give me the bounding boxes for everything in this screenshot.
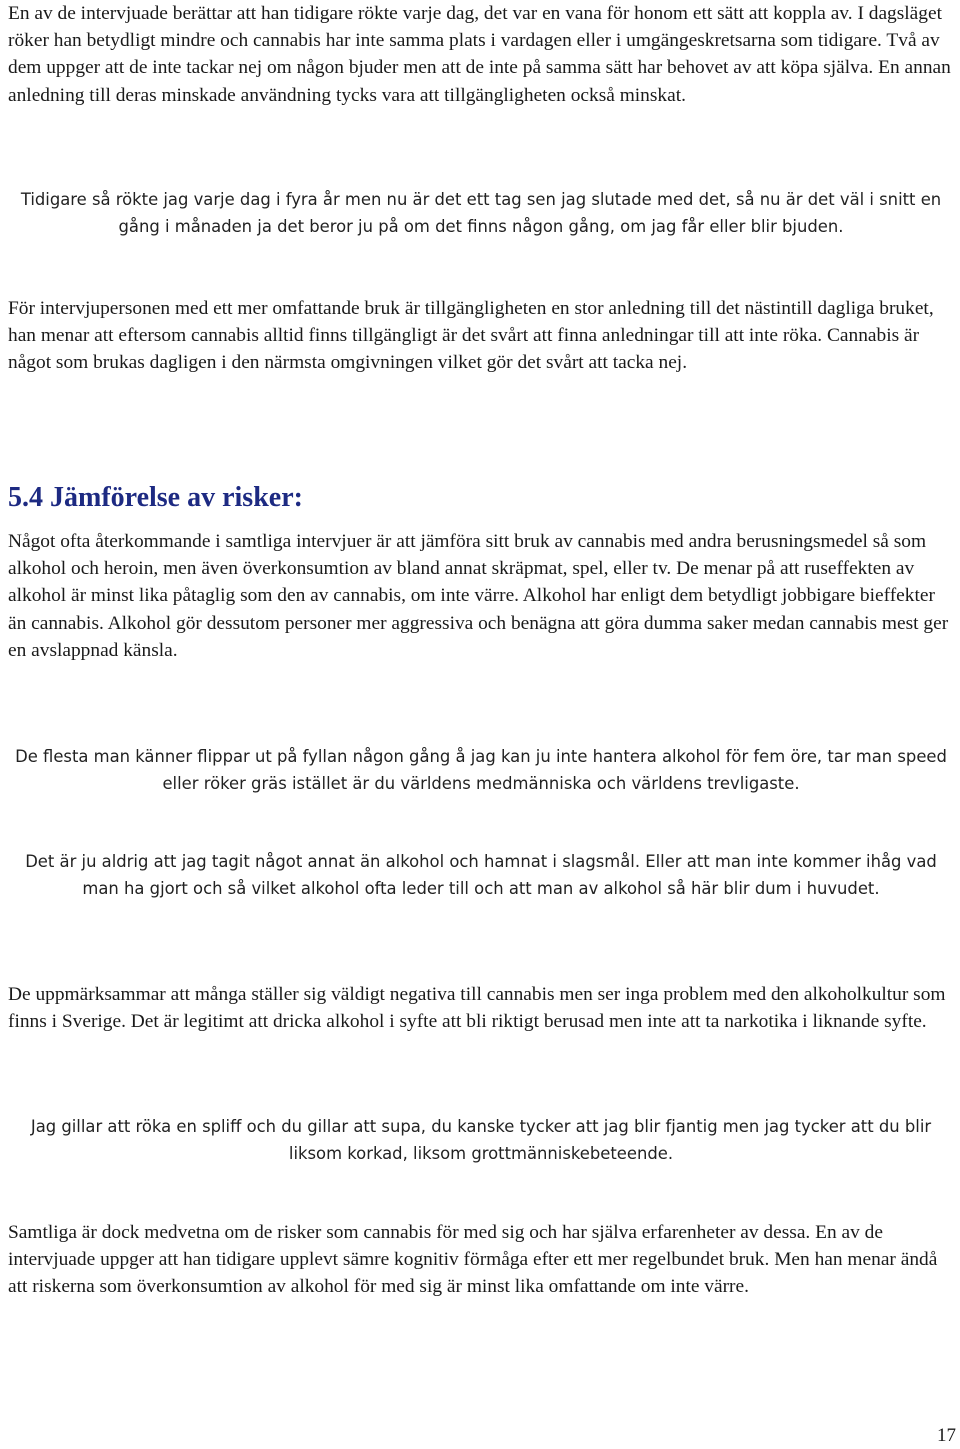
interview-quote-spliff: Jag gillar att röka en spliff och du gillar att supa, du kanske tycker att jag blir fjantig men jag tycker att du blir liksom korkad, liksom grottmänniskebeteende. [30, 1117, 932, 1164]
interview-quote-alcohol-behavior: De flesta man känner flippar ut på fyllan någon gång å jag kan ju inte hantera alkohol för fem öre, tar man speed eller röker gräs istället är du världens medmänniska och världens trevligaste. [15, 747, 947, 794]
paragraph-risk-awareness: Samtliga är dock medvetna om de risker som cannabis för med sig och har själva erfarenheter av dessa. En av de intervjuade uppger att han tidigare upplevt sämre kognitiv förmåga efter ett mer regelbundet bruk. Men han menar ändå att riskerna som överkonsumtion av alkohol för med sig är minst lika omfattande om inte värre. [8, 1222, 938, 1298]
paragraph-risk-comparison: Något ofta återkommande i samtliga intervjuer är att jämföra sitt bruk av cannabis med andra berusningsmedel så som alkohol och heroin, men även överkonsumtion av bland annat skräpmat, spel, eller tv. De menar på att ruseffekten av alkohol är minst lika påtaglig som den av cannabis, om inte värre. Alkohol har enligt dem betydligt jobbigare bieffekter än cannabis. Alkohol gör dessutom personer mer aggressiva och benägna att göra dumma saker medan cannabis mest ger en avslappnad känsla. [8, 531, 949, 661]
interview-quote-alcohol-fights: Det är ju aldrig att jag tagit något annat än alkohol och hamnat i slagsmål. Eller att man inte kommer ihåg vad man ha gjort och så vilket alkohol ofta leder till och att man av alkohol så här blir dum i huvudet. [25, 852, 937, 899]
paragraph-cannabis-usage-reduction: En av de intervjuade berättar att han tidigare rökte varje dag, det var en vana för honom ett sätt att koppla av. I dagsläget röker han betydligt mindre och cannabis har inte samma plats i vardagen eller i umgängeskretsarna som tidigare. Två av dem uppger att de inte tackar nej om någon bjuder men att de inte på samma sätt har behovet av att köpa själva. En annan anledning till deras minskade användning tycks vara att tillgängligheten också minskat. [8, 3, 951, 106]
paragraph-alcohol-culture: De uppmärksammar att många ställer sig väldigt negativa till cannabis men ser inga problem med den alkoholkultur som finns i Sverige. Det är legitimt att dricka alkohol i syfte att bli riktigt berusad men inte att ta narkotika i liknande syfte. [8, 984, 946, 1033]
interview-quote-daily-smoking: Tidigare så rökte jag varje dag i fyra år men nu är det ett tag sen jag slutade med det, så nu är det väl i snitt en gång i månaden ja det beror ju på om det finns någon gång, om jag får eller blir bjuden. [20, 190, 942, 237]
paragraph-availability: För intervjupersonen med ett mer omfattande bruk är tillgängligheten en stor anledning till det nästintill dagliga bruket, han menar att eftersom cannabis alltid finns tillgängligt är det svårt att finna anledningar till att inte röka. Cannabis är något som brukas dagligen i den närmsta omgivningen vilket gör det svårt att tacka nej. [8, 298, 934, 374]
section-heading: 5.4 Jämförelse av risker: [8, 482, 303, 513]
page-number: 17 [937, 1425, 956, 1446]
